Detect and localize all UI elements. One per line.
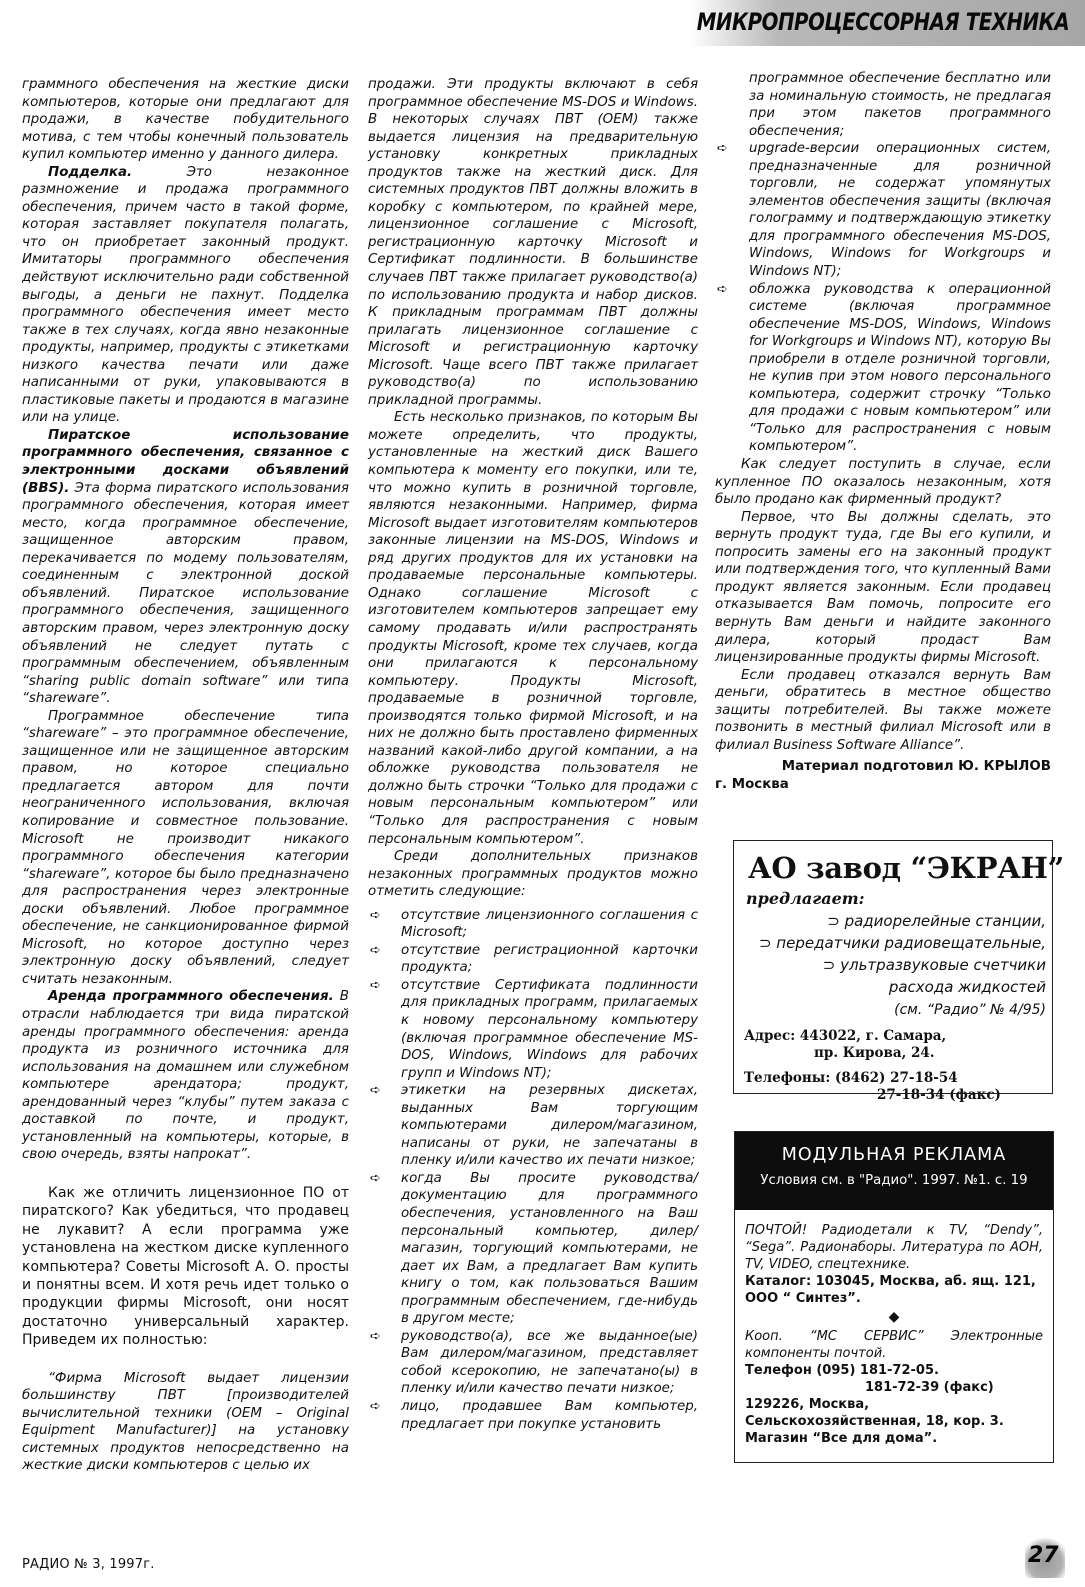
arrow-bullet-icon: ➪ [717,141,728,157]
arrow-bullet-icon: ➪ [370,1170,381,1186]
list-item [368,1170,698,1328]
ad-phones [744,1070,1052,1104]
article-column-2 [368,76,698,1433]
paragraph: Среди дополнительных признаков незаконных программных продуктов можно отметить следующие: [368,849,698,900]
signs-list-continued [715,70,1051,456]
ad-offer-item [734,910,1046,932]
paragraph: Как следует поступить в случае, если купленное ПО оказалось незаконным, хотя было продано как фирменный продукт? [715,457,1051,508]
arrow-bullet-icon: ➪ [370,907,381,923]
ad-offer-item [734,976,1046,998]
arrow-bullet-icon: ➪ [370,942,381,958]
ad-address-line: Адрес: 443022, г. Самара, [744,1028,947,1044]
ad-offer-text: расхода жидкостей [888,978,1046,996]
paragraph: Если продавец отказался вернуть Вам деньги, обратитесь в местное общество защиты потребителей. Вы также можете позвонить в местный филиал Microsoft или в филиал Business Software Alliance”. [715,667,1051,753]
paragraph [22,427,349,708]
issue-footer: РАДИО № 3, 1997г. [22,1557,155,1572]
list-item [368,1398,698,1433]
paragraph-text: Это незаконное размножение и продажа программного обеспечения, причем часто в такой форме, которая заставляет покупателя полагать, что он приобретает законный продукт. Имитаторы программного обеспечения действуют исключительно ради собственной выгоды, а деньги не пахнут. Подделка программного обеспечения имеет место также в тех случаях, когда явно незаконные продукты, например, продукты с этикетками низкого качества печати или даже написанными от руки, упаковываются в пластиковые пакеты и продаются в магазине или на улице. [22,164,349,426]
paragraph: продажи. Эти продукты включают в себя программное обеспечение MS-DOS и Windows. В некоторых случаях ПВТ (OEM) также выдается лицензия на предварительную установку конкретных прикладных продуктов также на жесткий диск. Для системных продуктов ПВТ должны вложить в коробку с компьютером, по крайней мере, лицензионное соглашение с Microsoft, регистрационную карточку Microsoft и Сертификат подлинности. В большинстве случаев ПВТ также прилагает руководство(а) по использованию продукта и набор дисков. К прикладным программам ПВТ должны прилагать лицензионное соглашение с Microsoft и регистрационную карточку Microsoft. Чаще всего ПВТ также прилагает руководство(а) по использованию прикладной программы. [368,77,698,408]
paragraph: Первое, что Вы должны сделать, это вернуть продукт туда, где Вы его купили, и попросить замены его на законный продукт или подтверждения того, что купленный Вами продукт является законным. Если продавец отказывается Вам помочь, попросите его вернуть Вам деньги и найдите законного дилера, который продаст Вам лицензированные продукты фирмы Microsoft. [715,509,1051,666]
run-in-heading: Подделка. [48,164,133,180]
ad-entry-address: Сельскохозяйственная, 18, кор. 3. [745,1414,1004,1429]
arrow-bullet-icon: ➪ [370,1399,381,1415]
list-item-text: обложка руководства к операционной системе (включая программное обеспечение MS-DOS, Windows, Windows for Workgroups и Windows NT), которую Вы приобрели в отделе розничной торговли, не купив при этом нового персонального компьютера, содержит строчку “Только для продажи с новым компьютером” или “Только для распространения с новым компьютером”. [749,281,1051,455]
list-item-text: этикетки на резервных дискетах, выданных Вам торгующим компьютерами дилером/магазином, написаны от руки, не запечатаны в пленку и/или качество их печати низкое; [401,1083,698,1169]
curved-arrow-icon: ⊃ [822,956,841,974]
section-title: МИКРОПРОЦЕССОРНАЯ ТЕХНИКА [696,8,1069,36]
list-item-text: upgrade-версии операционных систем, предназначенные для розничной торговли, не содержат упомянутых элементов обеспечения защиты (включая голограмму и подтверждающую этикетку для программного обеспечения MS-DOS, Windows, Windows for Workgroups и Windows NT); [749,141,1051,280]
ad-address [744,1028,1052,1062]
list-item-text: руководство(а), все же выданное(ые) Вам дилером/магазином, представляет собой ксерокопию, не запечатано(ы) в пленку и/или качество печати низкое; [401,1328,698,1397]
ad-ekran [733,840,1065,1103]
article-column-3 [715,70,1051,793]
list-item [368,942,698,977]
ad-offers-label: предлагает: [746,889,865,908]
paragraph [22,988,349,1163]
list-item [715,140,1051,280]
paragraph-text: Эта форма пиратского использования программного обеспечения, которая имеет место, когда программное обеспечение, защищенное авторским правом, перекачивается по модему пользователям, соединенным с электронной доской объявлений. Пиратское использование программного обеспечения, защищенного авторским правом, через электронную доску объявлений не следует путать с программным обеспечением, объявленным “sharing public domain software” или типа “shareware”. [22,480,349,707]
list-item [715,281,1051,456]
list-item-text: когда Вы просите руководства/документацию для программного обеспечения, установленного на Ваш персональный компьютер, дилер/магазин, торгующий компьютерами, не дает их Вам, а предлагает Вам купить книгу о том, как пользоваться Вашим программным обеспечением, где-нибудь в другом месте; [401,1170,698,1327]
list-item [368,1082,698,1170]
diamond-icon: ◆ [888,1309,900,1325]
author-signature: Материал подготовил Ю. КРЫЛОВ [781,759,1051,775]
signs-list [368,907,698,1433]
ad-phone-line: Телефоны: (8462) 27-18-54 [744,1070,958,1086]
ad-offer-list [734,910,1052,998]
curved-arrow-icon: ⊃ [827,912,845,930]
ad-offer-item [734,954,1046,976]
paragraph-text: В отрасли наблюдается три вида пиратской аренды программного обеспечения: аренда продукта из розничного источника для использования на домашнем или служебном компьютере арендатора; продукт, арендованный через “клубы” путем заказа с доставкой по почте, и продукт, установленный на компьютеры, которые, в свою очередь, взяты напрокат”. [22,989,349,1163]
list-item-text: программное обеспечение бесплатно или за номинальную стоимость, не предлагая при этом пакетов программного обеспечения; [749,71,1051,139]
page-number-badge [1025,1538,1065,1578]
arrow-bullet-icon: ➪ [370,977,381,993]
list-item-text: отсутствие лицензионного соглашения с Microsoft; [401,907,698,941]
ad-offer-text: передатчики радиовещательные, [776,934,1046,952]
ad-entry-phone: Телефон (095) 181-72-05. [745,1363,939,1378]
page-number: 27 [1028,1543,1059,1568]
ad-modular [734,1131,1054,1463]
article-column-1 [22,76,349,1475]
author-city: г. Москва [715,776,789,792]
list-item [368,977,698,1082]
quote-paragraph: “Фирма Microsoft выдает лицензии большинству ПВТ [производителей вычислительной техники (OEM – Original Equipment Manufacturer)] на установку системных продуктов непосредственно на жесткие диски компьютеров с целью их [22,1370,349,1474]
arrow-bullet-icon: ➪ [717,281,728,297]
ad-entry-text: Кооп. “МС СЕРВИС” Электронные компоненты почтой. [745,1329,1043,1361]
ad-title: АО завод “ЭКРАН” [748,851,1065,885]
ad-modular-heading: МОДУЛЬНАЯ РЕКЛАМА [781,1145,1007,1165]
list-item-text: лицо, продавшее Вам компьютер, предлагает при покупке установить [401,1399,698,1432]
list-item-text: отсутствие Сертификата подлинности для прикладных программ, прилагаемых к новому персональному компьютеру (включая программное обеспечение MS-DOS, Windows, Windows для рабочих групп и Windows NT); [401,977,698,1081]
ad-modular-header [735,1132,1053,1210]
paragraph: Программное обеспечение типа “shareware” – это программное обеспечение, защищенное или не защищенное авторским правом, но которое специально предлагается автором для почти неограниченного использования, включая копирование и совместное пользование. Microsoft не производит никакого программного обеспечения категории “shareware”, которое бы было предназначено для распространения через электронные доски объявлений. Любое программное обеспечение, не санкционированное фирмой Microsoft, но которое доступно через электронную доску объявлений, следует считать незаконным. [22,708,349,987]
ad-entry-fax: 181-72-39 (факс) [865,1380,994,1395]
ad-offer-item [734,932,1046,954]
list-item [715,70,1051,140]
paragraph: граммного обеспечения на жесткие диски компьютеров, которые они предлагают для продажи, в качестве побудительного мотива, с тем чтобы конечный пользователь купил компьютер именно у данного дилера. [22,77,349,163]
ad-entry-shop: Магазин “Все для дома”. [745,1431,938,1446]
list-item [368,1328,698,1398]
curved-arrow-icon: ⊃ [758,934,777,952]
section-header [690,0,1085,46]
intro-paragraph: Как же отличить лицензионное ПО от пиратского? Как убедиться, что продавец не лукавит? А если программа уже установлена на жестком диске купленного компьютера? Советы Microsoft А. О. просты и понятны всем. И хотя речь идет только о продукции фирмы Microsoft, они носят достаточно универсальный характер. Приведем их полностью: [22,1184,349,1349]
ad-phone-line: 27-18-34 (факс) [877,1087,1001,1103]
ad-offer-text: радиорелейные станции, [844,912,1046,930]
ad-address-line: пр. Кирова, 24. [814,1045,935,1061]
run-in-heading: Аренда программного обеспечения. [48,989,334,1005]
list-item-text: отсутствие регистрационной карточки продукта; [401,942,698,976]
ad-modular-body [735,1210,1053,1447]
ad-entry-contact: Каталог: 103045, Москва, аб. ящ. 121, ООО “ Синтез”. [745,1274,1036,1306]
paragraph [22,164,349,427]
ad-entry-address: 129226, Москва, [745,1397,870,1412]
ad-offer-text: ультразвуковые счетчики [840,956,1046,974]
arrow-bullet-icon: ➪ [370,1083,381,1099]
list-item [368,907,698,942]
ad-entry-text: ПОЧТОЙ! Радиодетали к TV, “Dendy”, “Sega”. Радионаборы. Литература по АОН, TV, VIDEO, спецтехнике. [745,1223,1043,1272]
arrow-bullet-icon: ➪ [370,1328,381,1344]
ad-reference: (см. “Радио” № 4/95) [894,1002,1046,1018]
ad-modular-subheading: Условия см. в "Радио". 1997. №1. с. 19 [760,1173,1028,1188]
run-in-heading: Пиратское использование программного обеспечения, связанное с электронными досками объявлений (BBS). [22,427,349,496]
paragraph: Есть несколько признаков, по которым Вы можете определить, что продукты, установленные на жесткий диск Вашего компьютера к моменту его покупки, или те, что можно купить в розничной торговле, являются незаконными. Например, фирма Microsoft выдает изготовителям компьютеров законные лицензии на MS-DOS, Windows и ряд других продуктов для их установки на продаваемые персональные компьютеры. Однако соглашение Microsoft с изготовителем компьютеров запрещает ему самому продавать и/или распространять продукты Microsoft, кроме тех случаев, когда они прилагаются к персональному компьютеру. Продукты Microsoft, продаваемые в розничной торговле, производятся только фирмой Microsoft, и на них не должно быть проставлено фирменных названий какой-либо другой компании, а на обложке руководства пользователя не должно быть строчки “Только для продажи с новым персональным компьютером” или “Только для распространения с новым персональным компьютером”. [368,410,698,847]
